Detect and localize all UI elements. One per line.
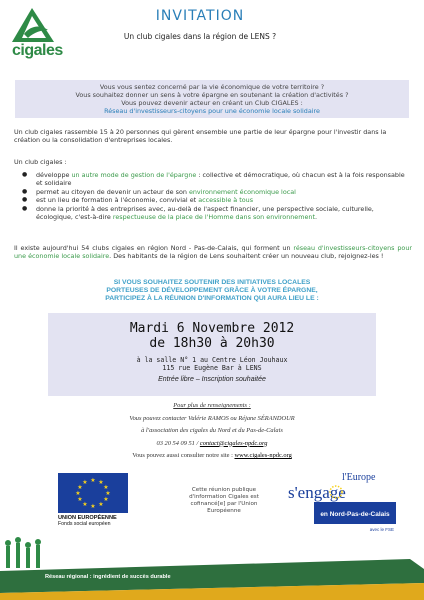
event-address: 115 rue Eugène Bar à LENS (162, 364, 262, 372)
svg-text:★: ★ (98, 501, 104, 508)
intro-highlight: Réseau d'investisseurs-citoyens pour une économie locale solidaire (104, 107, 320, 115)
contact-line: Vous pouvez contacter Valérie RAMOS ou Réjane SÉRANDOUR (129, 414, 295, 422)
list-item: ● développe un autre mode de gestion de l'épargne : collective et démocratique, où chacun est à la fois responsable et solidaire (22, 171, 412, 188)
list-item: ● est un lieu de formation à l'économie, convivial et accessible à tous (22, 196, 412, 204)
intro-box (15, 80, 409, 118)
svg-text:l'Europe: l'Europe (342, 472, 376, 483)
body-paragraph: Un club cigales rassemble 15 à 20 personnes qui gèrent ensemble une partie de leur épargne pour l'investir dans la création ou la consolidation d'entreprises locales. (14, 128, 387, 145)
body-paragraph: Il existe aujourd'hui 54 clubs cigales en région Nord - Pas-de-Calais, qui forment un réseau d'investisseurs-citoyens pour une économie locale solidaire. Des habitants de la région de Lens souhaitent créer un nouveau club, rejoignez-les ! (14, 244, 412, 261)
page-subtitle: Un club cigales dans la région de LENS ? (123, 32, 277, 41)
svg-text:s'engage: s'engage (288, 483, 346, 502)
svg-text:en Nord-Pas-de-Calais: en Nord-Pas-de-Calais (320, 511, 390, 518)
contact-heading: Pour plus de renseignements : (173, 402, 251, 409)
eu-fund: Fonds social européen (58, 521, 111, 527)
intro-line: Vous souhaitez donner un sens à votre épargne en soutenant la création d'activités ? (75, 91, 349, 99)
list-item: ● permet au citoyen de devenir un acteur de son environnement économique local (22, 188, 412, 196)
call-to-action: SI VOUS SOUHAITEZ SOUTENIR DES INITIATIVES LOCALES PORTEUSES DE DÉVELOPPEMENT GRÂCE À VOTRE ÉPARGNE, PARTICIPEZ À LA RÉUNION D'INFORMATION QUI AURA LIEU LE : (105, 279, 319, 302)
event-place: à la salle N° 1 au Centre Léon Jouhaux (136, 356, 288, 364)
svg-text:★: ★ (82, 501, 88, 508)
cofund-note: Cette réunion publique d'information Cigales est cofinancé[e] par l'Union Européenne (189, 487, 259, 514)
contact-line: à l'association des cigales du Nord et du Pas-de-Calais (141, 427, 283, 434)
europe-engage-logo-icon (286, 470, 398, 532)
svg-text:★: ★ (82, 479, 88, 486)
body-paragraph: Un club cigales : (14, 158, 67, 166)
website-link[interactable]: www.cigales-npdc.org (234, 452, 292, 459)
intro-line: Vous vous sentez concerné par la vie économique de votre territoire ? (99, 83, 325, 91)
svg-text:★: ★ (75, 490, 81, 497)
contact-phone: 03 20 54 09 51 / (156, 439, 200, 447)
intro-line: Vous pouvez devenir acteur en créant un Club CIGALES : (121, 99, 303, 107)
event-entry: Entrée libre – Inscription souhaitée (158, 376, 266, 383)
footer-banner-text: Réseau régional : ingrédient de succès durable (45, 574, 171, 580)
svg-text:★: ★ (90, 503, 96, 510)
event-time: de 18h30 à 20h30 (149, 336, 275, 351)
page-title: INVITATION (155, 8, 245, 24)
svg-text:★: ★ (90, 477, 96, 484)
svg-text:★: ★ (103, 496, 109, 503)
svg-text:★: ★ (98, 479, 104, 486)
feature-list (22, 171, 412, 221)
svg-text:★: ★ (77, 484, 83, 491)
eu-flag-icon (58, 473, 128, 513)
svg-text:★: ★ (105, 490, 111, 497)
eu-name: UNION EUROPÉENNE (58, 515, 117, 521)
list-item: ● donne la priorité à des entreprises avec, au-delà de l'aspect financier, une perspective sociale, culturelle, écologique, c'est-à-dire respectueuse de la place de l'Homme dans son environnement. (22, 205, 412, 222)
event-date: Mardi 6 Novembre 2012 (129, 321, 295, 336)
svg-text:★: ★ (103, 484, 109, 491)
site-label: Vous pouvez aussi consulter notre site : (132, 452, 235, 459)
svg-text:avec le FSE: avec le FSE (369, 527, 394, 532)
svg-text:★: ★ (77, 496, 83, 503)
logo-word: cigales (12, 42, 63, 59)
event-box (48, 313, 376, 396)
email-link[interactable]: contact@cigales-npdc.org (199, 439, 268, 447)
contact-block (62, 400, 362, 463)
footer-banner (0, 533, 424, 600)
